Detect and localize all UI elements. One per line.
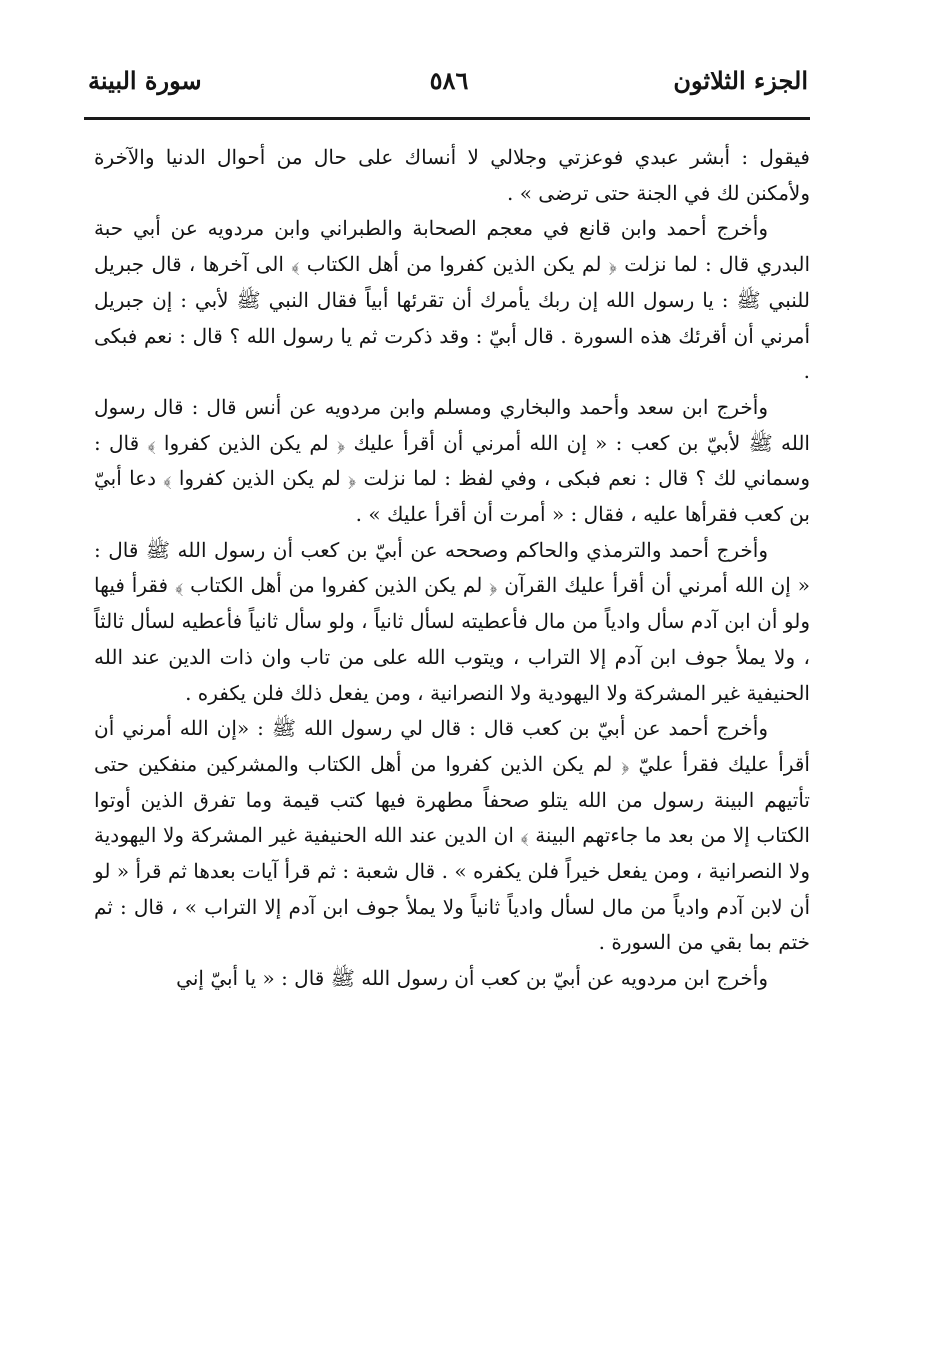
surah-title: سورة البينة — [88, 66, 202, 95]
page-body — [94, 140, 810, 997]
page-number: ٥٨٦ — [429, 66, 469, 95]
paragraph-1: فيقول : أبشر عبدي فوعزتي وجلالي لا أنساك على حال من أحوال الدنيا والآخرة ولأمكنن لك في الجنة حتى ترضى » . — [94, 145, 810, 205]
juz-title: الجزء الثلاثون — [673, 66, 808, 95]
page-header — [84, 66, 808, 114]
paragraph-3: وأخرج ابن سعد وأحمد والبخاري ومسلم وابن مردويه عن أنس قال : قال رسول الله ﷺ لأبيّ بن كعب : « إن الله أمرني أن أقرأ عليك ﴿ لم يكن الذين كفروا ﴾ قال : وسماني لك ؟ قال : نعم فبكى ، وفي لفظ : لما نزلت ﴿ لم يكن الذين كفروا ﴾ دعا أبيّ بن كعب فقرأها عليه ، فقال : « أمرت أن أقرأ عليك » . — [94, 394, 810, 527]
paragraph-2: وأخرج أحمد وابن قانع في معجم الصحابة والطبراني وابن مردويه عن أبي حبة البدري قال : لما نزلت ﴿ لم يكن الذين كفروا من أهل الكتاب ﴾ الى آخرها ، قال جبريل للنبي ﷺ : يا رسول الله إن ربك يأمرك أن تقرئها أبياً فقال النبي ﷺ لأبي : إن جبريل أمرني أن أقرئك هذه السورة . قال أبيّ : وقد ذكرت ثم يا رسول الله ؟ قال : نعم فبكى . — [94, 216, 810, 384]
paragraph-6: وأخرج ابن مردويه عن أبيّ بن كعب أن رسول الله ﷺ قال : « يا أبيّ إني — [176, 966, 768, 991]
header-divider — [84, 117, 810, 120]
paragraph-4: وأخرج أحمد والترمذي والحاكم وصححه عن أبيّ بن كعب أن رسول الله ﷺ قال : « إن الله أمرني أن أقرأ عليك القرآن ﴿ لم يكن الذين كفروا من أهل الكتاب ﴾ فقرأ فيها ولو أن ابن آدم سأل وادياً من مال فأعطيته لسأل ثانياً ، ولو سأل ثانياً فأعطيه لسأل ثالثاً ، ولا يملأ جوف ابن آدم إلا التراب ، ويتوب الله على من تاب وان ذات الدين عند الله الحنيفية غير المشركة ولا اليهودية ولا النصرانية ، ومن يفعل ذلك فلن يكفره . — [94, 537, 810, 705]
paragraph-5: وأخرج أحمد عن أبيّ بن كعب قال : قال لي رسول الله ﷺ : «إن الله أمرني أن أقرأ عليك فقرأ عليّ ﴿ لم يكن الذين كفروا من أهل الكتاب والمشركين منفكين حتى تأتيهم البينة رسول من الله يتلو صحفاً مطهرة فيها كتب قيمة وما تفرق الذين أوتوا الكتاب إلا من بعد ما جاءتهم البينة ﴾ ان الدين عند الله الحنيفية غير المشركة ولا اليهودية ولا النصرانية ، ومن يفعل خيراً فلن يكفره » . قال شعبة : ثم قرأ آيات بعدها ثم قرأ « لو أن لابن آدم وادياً من مال لسأل وادياً ثانياً ولا يملأ جوف ابن آدم إلا التراب » ، قال : ثم ختم بما بقي من السورة . — [94, 716, 810, 955]
